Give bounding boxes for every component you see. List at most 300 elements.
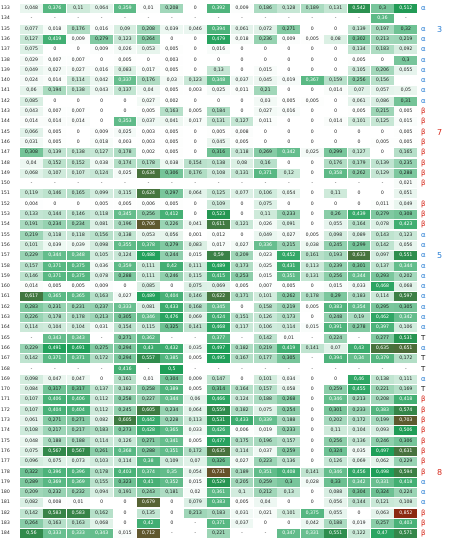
heatmap-cell: 0,009 [90, 128, 113, 137]
heatmap-cell: 0,347 [277, 529, 300, 538]
structure-label: β [421, 158, 426, 167]
heatmap-cell: 0,075 [254, 406, 277, 415]
heatmap-cell: 0,385 [160, 354, 183, 363]
structure-label: α [421, 271, 426, 280]
heatmap-cell: 0,342 [394, 313, 417, 322]
group-label: 3 [437, 24, 443, 34]
heatmap-cell: 0,161 [301, 251, 324, 260]
row-label: 157 [1, 253, 10, 259]
heatmap-cell: 0,229 [394, 457, 417, 466]
heatmap-cell: 0,342 [348, 478, 371, 487]
heatmap-cell: 0,003 [137, 138, 160, 147]
heatmap-cell: 0 [114, 282, 137, 291]
heatmap-cell: - [324, 365, 347, 374]
heatmap-cell: 0,224 [324, 334, 347, 343]
heatmap-cell: 0,005 [207, 128, 230, 137]
heatmap-cell: 0 [231, 45, 254, 54]
heatmap-cell: 0,181 [160, 488, 183, 497]
heatmap-cell: - [184, 334, 207, 343]
heatmap-cell: 0,103 [90, 457, 113, 466]
structure-label: α [421, 76, 426, 85]
heatmap-cell: 0,01 [137, 375, 160, 384]
heatmap-cell: 0,077 [20, 25, 43, 34]
heatmap-cell: 0,375 [67, 262, 90, 271]
heatmap-cell: 0,027 [277, 231, 300, 240]
heatmap-cell: 0,047 [67, 375, 90, 384]
heatmap-cell: 0,703 [394, 416, 417, 425]
heatmap-cell: 0,138 [67, 148, 90, 157]
heatmap-cell: 0 [160, 519, 183, 528]
heatmap-cell: - [137, 14, 160, 23]
heatmap-cell: 0,131 [207, 117, 230, 126]
heatmap-cell: 0,037 [254, 447, 277, 456]
heatmap-cell: 0,731 [207, 468, 230, 477]
heatmap-cell: 0,415 [207, 272, 230, 281]
heatmap-cell: 0,037 [231, 519, 254, 528]
heatmap-cell: 0,064 [184, 406, 207, 415]
heatmap-cell: 0 [301, 45, 324, 54]
structure-label: α [421, 65, 426, 74]
row-label: 172 [1, 407, 10, 413]
heatmap-cell: 0,122 [348, 529, 371, 538]
heatmap-cell: 0 [114, 519, 137, 528]
heatmap-cell: 0,594 [394, 468, 417, 477]
heatmap-cell: 0,261 [90, 447, 113, 456]
heatmap-cell: 0 [301, 416, 324, 425]
heatmap-cell: 0,159 [324, 76, 347, 85]
heatmap-cell: 0 [277, 519, 300, 528]
heatmap-cell: 0,305 [394, 303, 417, 312]
heatmap-cell: 0,852 [394, 509, 417, 518]
heatmap-cell: 0,177 [254, 354, 277, 363]
heatmap-cell: 0,127 [231, 117, 254, 126]
heatmap-cell: 0,014 [43, 76, 66, 85]
heatmap-cell: 0,049 [254, 231, 277, 240]
heatmap-cell: 0,114 [114, 457, 137, 466]
heatmap-cell: 0,345 [207, 303, 230, 312]
structure-label: β [421, 220, 426, 229]
heatmap-cell: 0,304 [160, 375, 183, 384]
heatmap-cell: 0,056 [160, 231, 183, 240]
heatmap-cell: 0,383 [324, 303, 347, 312]
heatmap-cell: 0 [254, 519, 277, 528]
heatmap-cell: 0,557 [137, 354, 160, 363]
heatmap-cell: 0,419 [43, 35, 66, 44]
heatmap-cell: 0,004 [20, 200, 43, 209]
heatmap-cell: 0,635 [371, 344, 394, 353]
heatmap-cell: 0,108 [20, 426, 43, 435]
heatmap-cell: - [137, 179, 160, 188]
heatmap-cell: 0,104 [43, 323, 66, 332]
heatmap-cell: - [160, 529, 183, 538]
heatmap-cell: 0,011 [254, 117, 277, 126]
row-label: 154 [1, 222, 10, 228]
row-label: 160 [1, 284, 10, 290]
heatmap-cell: 0,014 [20, 282, 43, 291]
heatmap-cell: 0,258 [114, 395, 137, 404]
structure-label: T [421, 364, 426, 373]
heatmap-cell: - [301, 365, 324, 374]
heatmap-cell: 0,21 [254, 86, 277, 95]
heatmap-cell: 0,094 [90, 488, 113, 497]
heatmap-cell: 0,343 [67, 334, 90, 343]
heatmap-cell: 0,104 [67, 323, 90, 332]
heatmap-cell: 0,418 [394, 395, 417, 404]
row-label: 148 [1, 160, 10, 166]
heatmap-cell: 0,176 [184, 169, 207, 178]
heatmap-cell: 0,331 [301, 529, 324, 538]
heatmap-cell: 0,394 [324, 354, 347, 363]
heatmap-cell: 0 [277, 159, 300, 168]
heatmap-cell: 0,146 [67, 210, 90, 219]
heatmap-cell: 0,178 [137, 159, 160, 168]
heatmap-cell: 0,305 [114, 313, 137, 322]
heatmap-cell: 0,351 [277, 272, 300, 281]
heatmap-cell: 0,015 [254, 66, 277, 75]
heatmap-cell: 0 [277, 56, 300, 65]
heatmap-cell: 0,355 [114, 241, 137, 250]
heatmap-cell: 0,138 [207, 159, 230, 168]
heatmap-cell: 0,165 [67, 189, 90, 198]
heatmap-cell: 0,043 [90, 86, 113, 95]
heatmap-cell: 0,027 [43, 66, 66, 75]
heatmap-cell: 0,11 [324, 189, 347, 198]
heatmap-cell: 0,258 [137, 385, 160, 394]
heatmap-cell: 0 [90, 56, 113, 65]
heatmap-cell: 0,418 [394, 478, 417, 487]
heatmap-cell: 0,131 [301, 272, 324, 281]
heatmap-cell: - [231, 14, 254, 23]
structure-label: α [421, 4, 426, 12]
heatmap-cell: 0,114 [277, 323, 300, 332]
heatmap-cell: 0,049 [394, 200, 417, 209]
heatmap-cell: 0,011 [371, 200, 394, 209]
structure-label: α [421, 282, 426, 291]
heatmap-cell: 0,273 [114, 426, 137, 435]
heatmap-cell: 0,014 [324, 117, 347, 126]
heatmap-cell: 0,142 [371, 241, 394, 250]
heatmap-cell: 0,075 [254, 200, 277, 209]
structure-label: α [421, 343, 426, 352]
heatmap-cell: 0,234 [43, 220, 66, 229]
heatmap-cell: 0,302 [348, 35, 371, 44]
heatmap-cell: 0,264 [20, 519, 43, 528]
heatmap-cell: 0,378 [137, 241, 160, 250]
heatmap-cell: 0,118 [67, 231, 90, 240]
heatmap-cell: 0,085 [20, 97, 43, 106]
structure-label: α [421, 240, 426, 249]
heatmap-cell: 0,583 [67, 509, 90, 518]
heatmap-cell: 0,121 [231, 220, 254, 229]
heatmap-cell: 0,137 [371, 262, 394, 271]
structure-label: β [421, 519, 426, 527]
structure-label: α [421, 498, 426, 507]
heatmap-cell: 0 [277, 66, 300, 75]
heatmap-cell: 0 [231, 210, 254, 219]
heatmap-cell: 0,034 [277, 375, 300, 384]
heatmap-cell: 0 [114, 498, 137, 507]
heatmap-cell: - [277, 179, 300, 188]
heatmap-cell: 0,278 [348, 323, 371, 332]
heatmap-cell: 0,039 [43, 241, 66, 250]
heatmap-cell: 0,136 [277, 457, 300, 466]
heatmap-cell: 0,306 [394, 437, 417, 446]
heatmap-cell: 0,404 [160, 292, 183, 301]
heatmap-cell: 0,466 [207, 395, 230, 404]
heatmap-cell: 0,164 [231, 385, 254, 394]
heatmap-cell: 0,343 [90, 529, 113, 538]
heatmap-cell: 0,005 [371, 138, 394, 147]
heatmap-cell: 0,062 [371, 457, 394, 466]
structure-label: β [421, 210, 426, 218]
heatmap-cell: 0,137 [90, 385, 113, 394]
heatmap-cell: 0,101 [254, 292, 277, 301]
heatmap-cell: - [301, 179, 324, 188]
heatmap-cell: 0,369 [67, 478, 90, 487]
heatmap-cell: 0,125 [207, 189, 230, 198]
heatmap-cell: 0,213 [90, 313, 113, 322]
heatmap-cell: 0,082 [90, 416, 113, 425]
group-label: 5 [437, 251, 443, 261]
heatmap-cell: 0 [301, 437, 324, 446]
heatmap-cell: - [394, 14, 417, 23]
heatmap-cell: 0,134 [348, 45, 371, 54]
heatmap-cell: 0,005 [394, 138, 417, 147]
heatmap-cell: 0,027 [137, 97, 160, 106]
structure-label: T [421, 385, 426, 394]
heatmap-cell: - [277, 365, 300, 374]
heatmap-cell: 0,142 [20, 509, 43, 518]
heatmap-cell: 0,131 [324, 4, 347, 13]
heatmap-cell: 0,111 [184, 262, 207, 271]
heatmap-cell: 0,403 [394, 519, 417, 528]
heatmap-cell: 0 [371, 148, 394, 157]
heatmap-cell: 0,257 [371, 519, 394, 528]
heatmap-cell: 0 [277, 45, 300, 54]
heatmap-cell: - [20, 365, 43, 374]
heatmap-cell: 0,173 [231, 262, 254, 271]
heatmap-cell: 0,367 [301, 76, 324, 85]
heatmap-cell: 0 [184, 128, 207, 137]
heatmap-cell: 0,358 [324, 169, 347, 178]
heatmap-cell: 0,146 [43, 189, 66, 198]
heatmap-cell: 0,173 [277, 313, 300, 322]
structure-label: T [421, 333, 426, 342]
row-label: 153 [1, 212, 10, 217]
heatmap-cell: 0,042 [301, 519, 324, 528]
heatmap-cell: 0,017 [184, 117, 207, 126]
heatmap-cell: 0,151 [231, 313, 254, 322]
heatmap-cell: 0,056 [324, 498, 347, 507]
heatmap-cell: 0,005 [137, 107, 160, 116]
heatmap-cell: 0,045 [254, 76, 277, 85]
heatmap-cell: 0,009 [184, 375, 207, 384]
row-label: 162 [1, 304, 10, 310]
heatmap-cell: 0,125 [371, 117, 394, 126]
heatmap-cell: 0,015 [324, 282, 347, 291]
heatmap-cell: 0,343 [43, 334, 66, 343]
heatmap-cell: 0,051 [394, 189, 417, 198]
heatmap-cell: 0,295 [371, 303, 394, 312]
heatmap-cell: 0,217 [43, 426, 66, 435]
heatmap-cell: 0,294 [114, 354, 137, 363]
heatmap-cell: 0,455 [348, 385, 371, 394]
heatmap-cell: 0,06 [184, 395, 207, 404]
heatmap-cell: 0 [301, 488, 324, 497]
row-label: 156 [1, 242, 10, 248]
heatmap-cell: 0,433 [231, 416, 254, 425]
heatmap-cell: 0,279 [90, 35, 113, 44]
heatmap-cell: 0,048 [20, 437, 43, 446]
heatmap-cell: 0,037 [137, 117, 160, 126]
heatmap-cell: 0,098 [90, 241, 113, 250]
heatmap-cell: 0,551 [324, 529, 347, 538]
heatmap-cell: 0,053 [137, 231, 160, 240]
heatmap-cell: 0,188 [254, 395, 277, 404]
heatmap-cell: 0,365 [67, 292, 90, 301]
heatmap-cell: 0,271 [43, 416, 66, 425]
heatmap-cell: 0,123 [184, 76, 207, 85]
heatmap-cell: 0,219 [277, 303, 300, 312]
structure-label: β [421, 405, 426, 414]
heatmap-cell: 0,014 [67, 117, 90, 126]
heatmap-cell: 0,147 [207, 375, 230, 384]
row-label: 163 [1, 315, 10, 320]
heatmap-cell: 0,146 [20, 272, 43, 281]
heatmap-cell: 0,131 [231, 169, 254, 178]
row-label: 149 [1, 170, 10, 176]
heatmap-cell: 0,47 [371, 529, 394, 538]
heatmap-cell: 0,069 [184, 313, 207, 322]
heatmap-cell: 0,111 [137, 272, 160, 281]
heatmap-cell: 0,027 [67, 66, 90, 75]
heatmap-cell: 0,271 [67, 416, 90, 425]
heatmap-cell: 0,068 [90, 519, 113, 528]
group-label: 8 [437, 467, 443, 477]
heatmap-cell: 0 [301, 457, 324, 466]
heatmap-cell: 0,392 [207, 4, 230, 13]
heatmap-cell: 0,293 [371, 272, 394, 281]
heatmap-cell: - [394, 365, 417, 374]
heatmap-cell: 0,479 [207, 35, 230, 44]
heatmap-cell: 0,023 [254, 251, 277, 260]
heatmap-cell: 0,021 [254, 509, 277, 518]
heatmap-cell: - [43, 365, 66, 374]
heatmap-cell: 0,026 [254, 220, 277, 229]
heatmap-cell: 0,396 [43, 468, 66, 477]
row-label: 177 [1, 459, 10, 465]
heatmap-cell: 0,081 [137, 303, 160, 312]
heatmap-cell: 0,005 [301, 35, 324, 44]
heatmap-cell: 0,631 [394, 447, 417, 456]
heatmap-cell: 0,299 [324, 148, 347, 157]
structure-label: β [421, 395, 426, 404]
structure-label: β [421, 168, 426, 177]
heatmap-cell: 0,188 [277, 416, 300, 425]
heatmap-cell: 0,336 [254, 241, 277, 250]
heatmap-cell: - [20, 179, 43, 188]
heatmap-cell: 0,146 [184, 292, 207, 301]
heatmap-cell: 0,111 [137, 262, 160, 271]
heatmap-cell: 0,227 [137, 395, 160, 404]
heatmap-cell: 0,679 [137, 498, 160, 507]
heatmap-cell: 0,433 [160, 303, 183, 312]
heatmap-cell: - [43, 179, 66, 188]
heatmap-cell: 0,279 [160, 241, 183, 250]
heatmap-cell: 0,256 [324, 437, 347, 446]
heatmap-cell: 0,109 [160, 457, 183, 466]
heatmap-cell: 0,141 [301, 344, 324, 353]
heatmap-cell: 0,351 [160, 447, 183, 456]
heatmap-cell: 0,086 [371, 97, 394, 106]
heatmap-cell: 0,152 [43, 159, 66, 168]
heatmap-cell: 0,106 [254, 189, 277, 198]
heatmap-cell: 0 [114, 97, 137, 106]
heatmap-cell: 0 [277, 498, 300, 507]
heatmap-cell: 0,04 [137, 86, 160, 95]
heatmap-cell: 0,253 [231, 272, 254, 281]
structure-label: α [421, 251, 426, 260]
heatmap-cell: 0,233 [277, 426, 300, 435]
heatmap-cell: 0,005 [184, 354, 207, 363]
heatmap-cell: 0,101 [254, 375, 277, 384]
heatmap-cell: 0,323 [114, 478, 137, 487]
heatmap-cell: 0,377 [207, 334, 230, 343]
heatmap-cell: 0 [301, 498, 324, 507]
heatmap-cell: 0,016 [90, 25, 113, 34]
heatmap-cell: 0 [348, 138, 371, 147]
heatmap-cell: 0,098 [324, 231, 347, 240]
heatmap-cell: 0,182 [231, 344, 254, 353]
heatmap-cell: 0,219 [20, 231, 43, 240]
heatmap-cell: - [184, 365, 207, 374]
heatmap-cell: 0,213 [371, 35, 394, 44]
heatmap-cell: 0,126 [324, 457, 347, 466]
heatmap-cell: - [160, 14, 183, 23]
row-label: 174 [1, 428, 10, 434]
heatmap-cell: 0,706 [137, 220, 160, 229]
structure-label: α [421, 86, 426, 95]
heatmap-cell: 0,056 [394, 241, 417, 250]
heatmap-cell: 0,424 [207, 313, 230, 322]
row-label: 139 [1, 67, 10, 73]
heatmap-cell: 0,178 [67, 313, 90, 322]
heatmap-cell: 0,403 [114, 468, 137, 477]
heatmap-cell: 0 [324, 97, 347, 106]
heatmap-cell: 0,439 [348, 210, 371, 219]
heatmap-cell: 0,268 [277, 395, 300, 404]
heatmap-cell: 0 [160, 35, 183, 44]
heatmap-cell: - [20, 334, 43, 343]
heatmap-cell: 0,142 [254, 334, 277, 343]
heatmap-cell: 0,054 [277, 189, 300, 198]
heatmap-cell: 0,005 [348, 56, 371, 65]
heatmap-cell: 0,404 [43, 406, 66, 415]
heatmap-cell: 0 [231, 56, 254, 65]
heatmap-cell: 0,136 [348, 437, 371, 446]
heatmap-cell: 0,141 [184, 323, 207, 332]
heatmap-cell: 0,523 [207, 210, 230, 219]
heatmap-cell: 0,279 [371, 210, 394, 219]
row-label: 134 [1, 16, 10, 22]
heatmap-cell: 0,354 [348, 303, 371, 312]
heatmap-cell: 0,264 [137, 35, 160, 44]
heatmap-cell: 0,339 [254, 416, 277, 425]
heatmap-cell: 0,005 [160, 128, 183, 137]
heatmap-cell: 0,07 [184, 457, 207, 466]
heatmap-cell: 0,039 [160, 25, 183, 34]
heatmap-cell: 0,082 [20, 498, 43, 507]
